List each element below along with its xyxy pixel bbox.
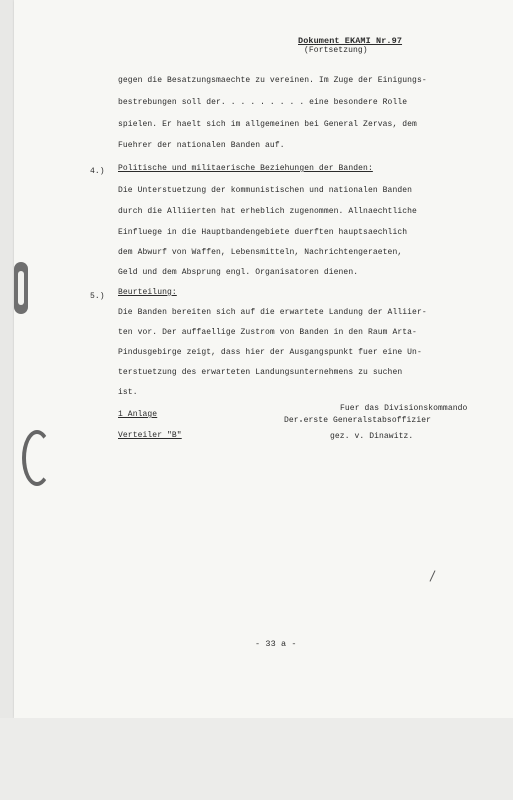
body-line: Geld und dem Absprung engl. Organisatoren dienen. [118, 268, 359, 277]
distribution-note: Verteiler "B" [118, 431, 182, 440]
signature-line: gez. v. Dinawitz. [330, 432, 414, 441]
body-line: bestrebungen soll der. . . . . . . . . eine besondere Rolle [118, 98, 408, 107]
body-line: durch die Alliierten hat erheblich zugenommen. Allnaechtliche [118, 207, 417, 216]
punch-hole [14, 262, 28, 314]
continuation-note: (Fortsetzung) [304, 46, 368, 55]
enclosure-note: 1 Anlage [118, 410, 158, 419]
body-line: Einfluege in die Hauptbandengebiete duerften hauptsaechlich [118, 228, 408, 237]
body-line: Die Banden bereiten sich auf die erwartete Landung der Alliier- [118, 308, 427, 317]
signature-line: Der erste Generalstabsoffizier [284, 416, 432, 425]
section-title: Beurteilung: [118, 288, 177, 297]
signature-line: Fuer das Divisionskommando [340, 404, 468, 413]
scan-background [0, 718, 513, 800]
body-line: ist. [118, 388, 138, 397]
body-line: ten vor. Der auffaellige Zustrom von Banden in den Raum Arta- [118, 328, 417, 337]
section-title: Politische und militaerische Beziehungen der Banden: [118, 164, 373, 173]
punch-hole-partial [22, 430, 52, 486]
body-line: gegen die Besatzungsmaechte zu vereinen. Im Zuge der Einigungs- [118, 76, 427, 85]
body-line: terstuetzung des erwarteten Landungsunternehmens zu suchen [118, 368, 403, 377]
section-number: 4.) [90, 167, 105, 176]
section-number: 5.) [90, 292, 105, 301]
page-number: - 33 a - [255, 639, 297, 649]
body-line: Fuehrer der nationalen Banden auf. [118, 141, 285, 150]
body-line: dem Abwurf von Waffen, Lebensmitteln, Nachrichtengeraeten, [118, 248, 403, 257]
body-line: Pindusgebirge zeigt, dass hier der Ausgangspunkt fuer eine Un- [118, 348, 422, 357]
body-line: spielen. Er haelt sich im allgemeinen bei General Zervas, dem [118, 120, 417, 129]
body-line: Die Unterstuetzung der kommunistischen und nationalen Banden [118, 186, 413, 195]
document-id: Dokument EKAMI Nr.97 [298, 36, 403, 46]
